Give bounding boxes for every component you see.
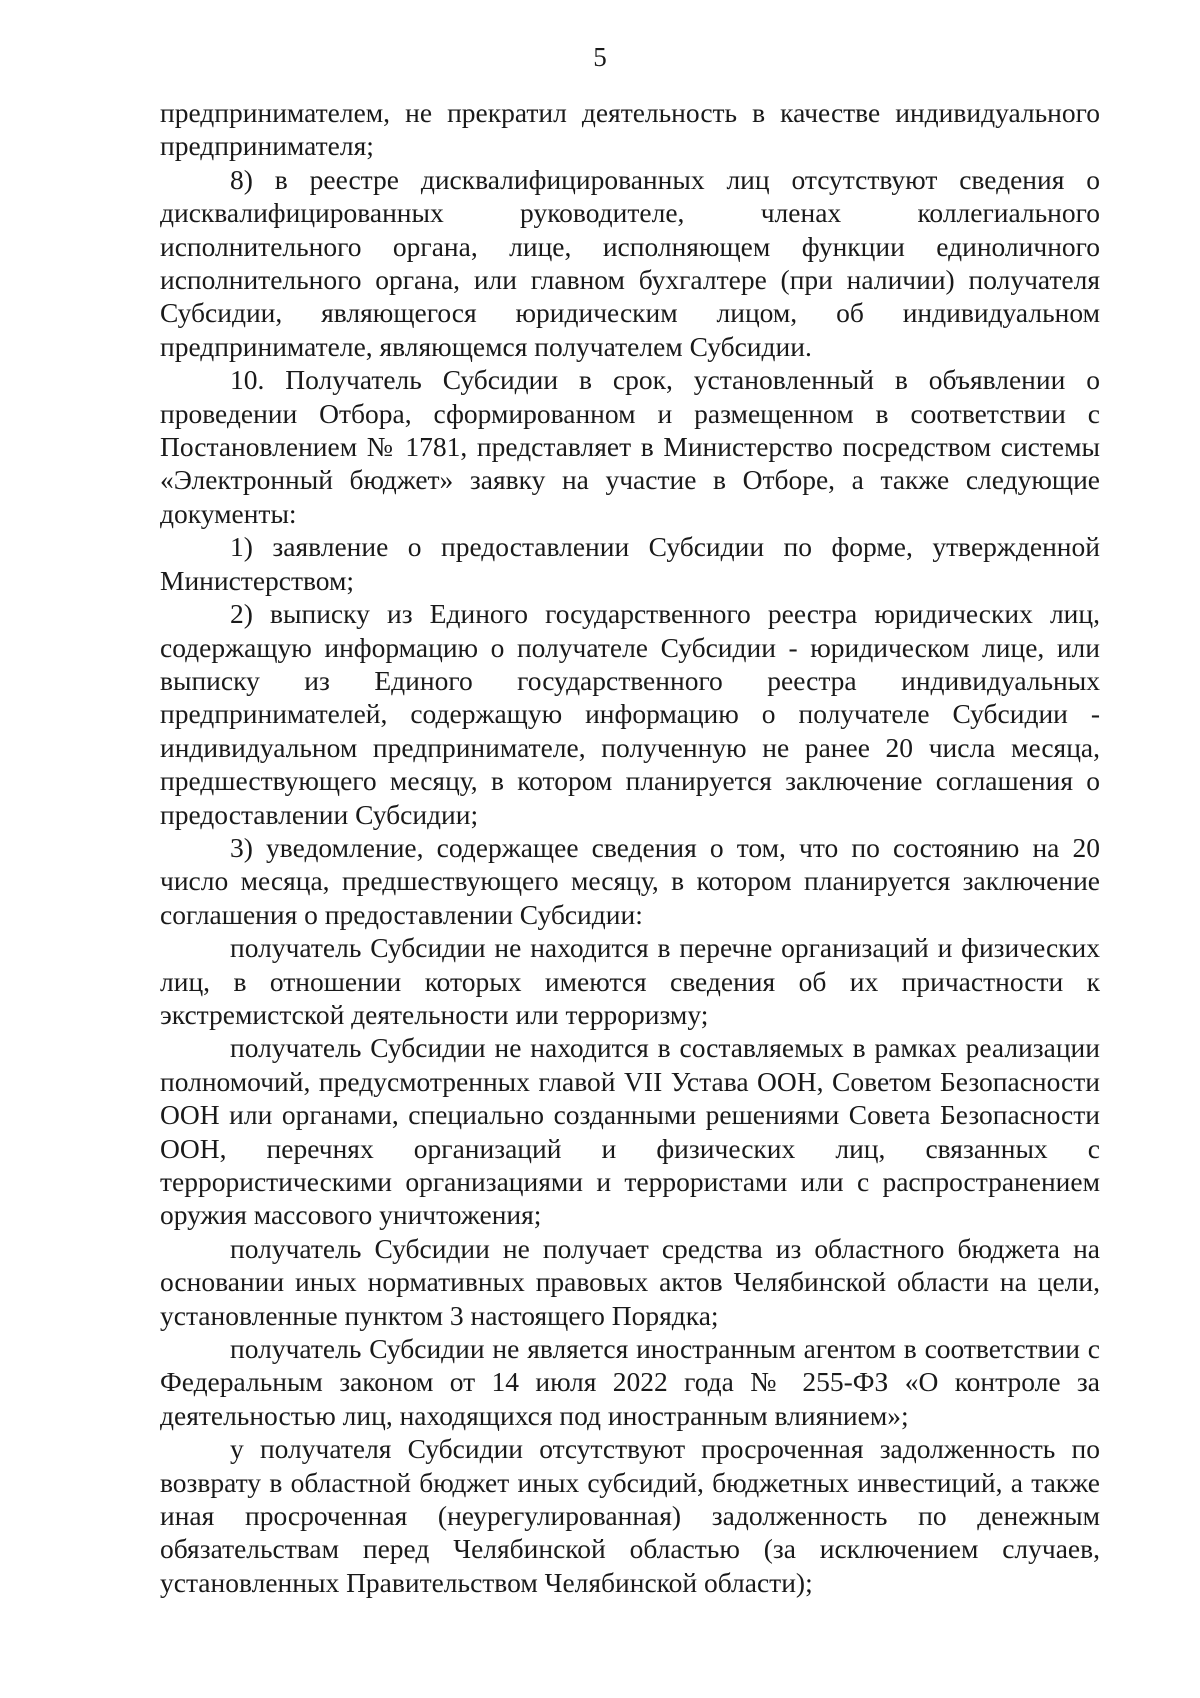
paragraph-item-3: 3) уведомление, содержащее сведения о том, что по состоянию на 20 число месяца, предшествующего месяцу, в котором планируется заключение соглашения о предоставлении Субсидии:	[160, 831, 1100, 930]
paragraph-section-10: 10. Получатель Субсидии в срок, установленный в объявлении о проведении Отбора, сформированном и размещенном в соответствии с Постановлением № 1781, представляет в Министерство посредством системы «Электронный бюджет» заявку на участие в Отборе, а также следующие документы:	[160, 364, 1100, 529]
paragraph-condition-foreign-agent: получатель Субсидии не является иностранным агентом в соответствии с Федеральным законом от 14 июля 2022 года № 255-ФЗ «О контроле за деятельностью лиц, находящихся под иностранным влиянием»;	[160, 1333, 1100, 1431]
paragraph-condition-extremism: получатель Субсидии не находится в перечне организаций и физических лиц, в отношении которых имеются сведения об их причастности к экстремистской деятельности или терроризму;	[160, 932, 1100, 1030]
paragraph-item-8: 8) в реестре дисквалифицированных лиц отсутствуют сведения о дисквалифицированных руководителе, членах коллегиального исполнительного органа, лице, исполняющем функции единоличного исполнительного органа, или главном бухгалтере (при наличии) получателя Субсидии, являющегося юридическим лицом, об индивидуальном предпринимателе, являющемся получателем Субсидии.	[160, 163, 1100, 362]
paragraph-condition-regional-budget: получатель Субсидии не получает средства из областного бюджета на основании иных нормативных правовых актов Челябинской области на цели, установленные пунктом 3 настоящего Порядка;	[160, 1232, 1100, 1331]
document-body	[160, 96, 1100, 1599]
paragraph-condition-debt: у получателя Субсидии отсутствуют просроченная задолженность по возврату в областной бюджет иных субсидий, бюджетных инвестиций, а также иная просроченная (неурегулированная) задолженность по денежным обязательствам перед Челябинской областью (за исключением случаев, установленных Правительством Челябинской области);	[160, 1433, 1100, 1598]
page-number: 5	[593, 42, 607, 72]
paragraph-item-1: 1) заявление о предоставлении Субсидии по форме, утвержденной Министерством;	[160, 531, 1100, 596]
paragraph-condition-un-lists: получатель Субсидии не находится в составляемых в рамках реализации полномочий, предусмотренных главой VII Устава ООН, Советом Безопасности ООН или органами, специально созданными решениями Совета Безопасности ООН, перечнях организаций и физических лиц, связанных с террористическими организациями и террористами или с распространением оружия массового уничтожения;	[160, 1032, 1100, 1231]
paragraph-item-2: 2) выписку из Единого государственного реестра юридических лиц, содержащую информацию о получателе Субсидии - юридическом лице, или выписку из Единого государственного реестра индивидуальных предпринимателей, содержащую информацию о получателе Субсидии - индивидуальном предпринимателе, полученную не ранее 20 числа месяца, предшествующего месяцу, в котором планируется заключение соглашения о предоставлении Субсидии;	[160, 598, 1100, 830]
paragraph-continuation: предпринимателем, не прекратил деятельность в качестве индивидуального предпринимателя;	[160, 97, 1100, 162]
